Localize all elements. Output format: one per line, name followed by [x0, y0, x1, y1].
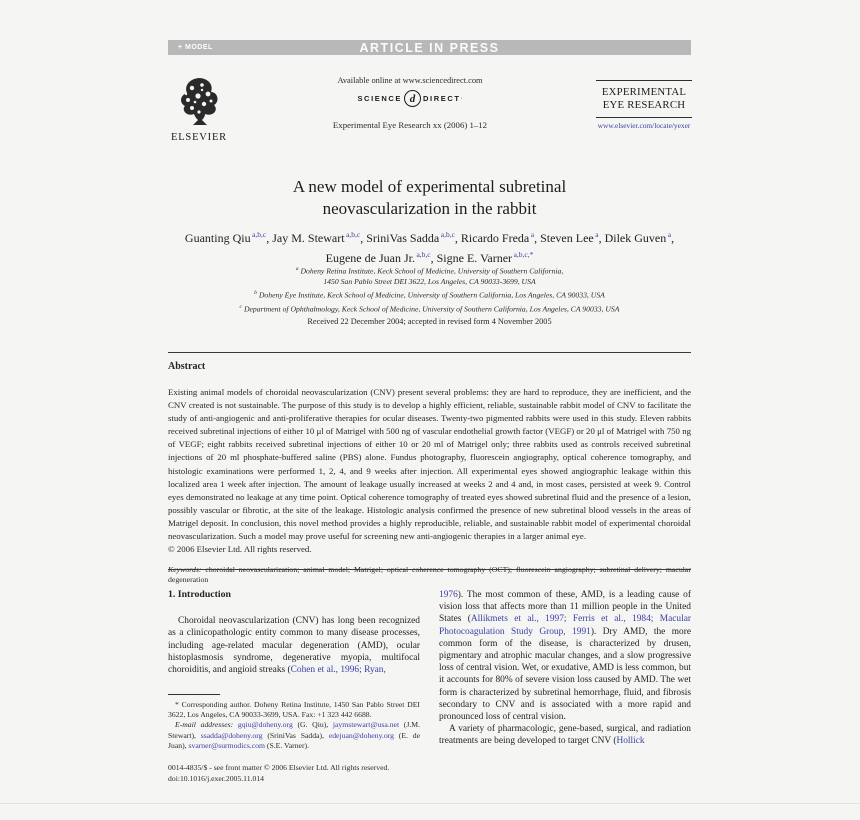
citation-link[interactable]: Hollick: [616, 736, 645, 747]
corresponding-author-footnote: [168, 694, 420, 751]
text-segment: (S.E. Varner).: [264, 740, 310, 750]
text-segment: (J.M. Stewart),: [168, 720, 420, 740]
author-affiliation-marker: a,b,c: [439, 230, 455, 239]
journal-masthead: [596, 80, 692, 130]
page-edge-line: [0, 803, 860, 804]
author-name: SriniVas Sadda: [366, 231, 440, 245]
email-link[interactable]: jaymstewart@usa.net: [332, 720, 400, 730]
abstract-text: Existing animal models of choroidal neovascularization (CNV) present several problems: they are hard to reproduce, they are inefficient, and the CNV created is not sustainable. The purpose of this study is to develop a highly efficient, reliable, sustainable rabbit model of CNV to facilitate the study of anti-angiogenic and anti-proliferative therapies for ocular diseases. Twenty-two pigmented rabbits were used in this study. Eleven rabbits received subretinal injections of either 10 μl of Matrigel with 500 ng of vascular endothelial growth factor (VEGF) or 20 μl of Matrigel with 750 ng of VEGF; eight rabbits received subretinal injections of either 10 or 20 ml of Matrigel only; three rabbits used as controls received subretinal injections of 20 ml phosphate-buffered saline (PBS) alone. Fundus photography, fluorescein angiography, optical coherence tomography, and histologic examinations were performed 1, 2, 4, and 9 weeks after injection. All experimental eyes showed angiographic leakage within this localized area 1 week after injection. The amount of leakage usually increased at weeks 2 and 4 and, in most cases, persisted at week 9. Control eyes demonstrated no leakage at any time point. Optical coherence tomography of treated eyes showed subretinal fluid and the presence of a lesion, possibly vascular or fibrotic, at the site of the leakage. Histologic analysis confirmed the presence of new subretinal blood vessels in the areas of Matrigel deposit. In conclusion, this novel method provides a highly reproducible, reliable, and sustainable rabbit model of experimental choroidal neovascularization. Such a model may prove useful for screening new anti-angiogenic therapies in a larger animal eye.: [168, 387, 691, 542]
email-link[interactable]: ssadda@doheny.org: [200, 730, 263, 740]
article-title-line2: neovascularization in the rabbit: [322, 198, 537, 218]
right-column: [439, 589, 691, 748]
affiliation-text: Doheny Retina Institute, Keck School of Medicine, University of Southern California,: [300, 266, 564, 276]
article-title: [168, 176, 691, 219]
affiliation-text: Department of Ophthalmology, Keck School of Medicine, University of Southern California, Los Angeles, CA 90033, USA: [243, 304, 620, 314]
sciencedirect-logo: [278, 90, 542, 107]
author-name: Signe E. Varner: [436, 250, 513, 265]
abstract-rule-bottom: [168, 569, 691, 570]
author-name: Steven Lee: [540, 231, 594, 245]
masthead-rule-top: [596, 80, 692, 81]
sciencedirect-suffix: ·: [460, 95, 463, 102]
author-affiliation-marker: a: [529, 230, 535, 239]
journal-name-line2: EYE RESEARCH: [602, 98, 686, 111]
available-online-text: Available online at www.sciencedirect.com: [337, 76, 483, 85]
author-affiliation-marker: a: [593, 230, 599, 239]
article-in-press-banner: [168, 40, 691, 55]
citation-link[interactable]: 1976: [439, 590, 458, 600]
header-center: [278, 76, 542, 130]
received-dates: Received 22 December 2004; accepted in revised form 4 November 2005: [307, 317, 552, 326]
author-name: Jay M. Stewart: [272, 231, 345, 245]
affiliation-text: Doheny Eye Institute, Keck School of Medicine, University of Southern California, Los Angeles, CA 90033, USA: [258, 290, 605, 300]
author-name: Dilek Guven: [604, 231, 667, 245]
author-affiliation-marker: a: [666, 230, 672, 239]
affiliation-marker: b: [254, 290, 257, 297]
text-segment: (SriniVas Sadda),: [262, 730, 329, 740]
text-segment: Choroidal neovascularization (CNV) has long been recognized as a clinicopathologic entity common to many disease processes, including age-related macular degeneration (AMD), ocular histoplasmosis syndrome, degenerative myopia, multifocal choroiditis, and angioid streaks (: [168, 616, 420, 676]
affiliation-marker: c: [239, 303, 243, 310]
abstract-rule-top: [168, 352, 691, 353]
email-link[interactable]: svarner@surmodics.com: [188, 740, 265, 750]
text-segment: (G. Qiu),: [292, 720, 333, 730]
text-segment: ). The most common of these, AMD, is a leading cause of vision loss that affects more than 11 million people in the United States (: [439, 590, 691, 625]
issn-copyright-line: 0014-4835/$ - see front matter © 2006 Elsevier Ltd. All rights reserved.: [168, 763, 390, 772]
sciencedirect-science-text: SCIENCE: [357, 94, 402, 103]
text-segment: (E. de Juan),: [168, 730, 420, 750]
email-link[interactable]: gqiu@doheny.org: [237, 720, 293, 730]
keywords-label: Keywords:: [168, 565, 202, 575]
copyright-line: © 2006 Elsevier Ltd. All rights reserved.: [168, 544, 312, 555]
affiliation-line: [168, 277, 691, 288]
text-segment: ). Dry AMD, the more common form of the disease, is characterized by drusen, pigmentary and atrophic macular changes, and a slow progressive loss of central vision. Wet, or exudative, AMD is less common, but it accounts for 80% of severe vision loss caused by AMD. The wet form is characterized by subretinal hemorrhage, fluid, and fibrosis secondary to CNV and is associated with a more rapid and pronounced loss of central vision.: [439, 626, 691, 723]
sciencedirect-circle-d-icon: d: [404, 90, 421, 107]
article-title-line1: A new model of experimental subretinal: [292, 177, 567, 196]
email-link[interactable]: edejuan@doheny.org: [328, 730, 394, 740]
affiliations: [168, 264, 691, 315]
elsevier-logo: [168, 76, 230, 143]
author-list: Guanting Qiu $^{a,b,c}$, Jay M. Stewart $^{a,b,c}$, SriniVas Sadda $^{a,b,c}$, Ricardo Freda $^a$, Steven Lee $^a$, Dilek Guven $^a$, Eugene de Juan Jr. $^{a,b,c}$, Signe E. Varner $^{a,b,c,*}$: [184, 230, 675, 265]
sciencedirect-direct-text: DIRECT: [423, 94, 461, 103]
section-heading-introduction: 1. Introduction: [168, 589, 231, 600]
footnote-divider: [168, 694, 220, 695]
elsevier-tree-icon: [174, 76, 224, 126]
affiliation-marker: a: [295, 266, 299, 272]
model-tag: + MODEL: [178, 44, 213, 51]
author-affiliation-marker: a,b,c,*: [512, 249, 534, 259]
intro-paragraph: [168, 615, 420, 676]
corresponding-author-text: * Corresponding author. Doheny Retina Institute, 1450 San Pablo Street DEI 3622, Los Angeles, CA 90033-3699, USA. Fax: +1 323 442 6688.: [168, 700, 420, 720]
journal-url-link[interactable]: www.elsevier.com/locate/yexer: [597, 121, 691, 130]
keywords-text: choroidal neovascularization; animal model; Matrigel; optical coherence tomography (OCT); fluorescein angiography; subretinal delivery; macular degeneration: [168, 565, 691, 585]
affiliation-line: [168, 264, 691, 277]
abstract-block: [168, 386, 691, 585]
author-affiliation-marker: a,b,c: [344, 230, 361, 239]
body-paragraph: [439, 589, 691, 723]
author-affiliation-marker: a,b,c: [414, 249, 431, 259]
citation-link[interactable]: Allikmets et al., 1997; Ferris et al., 1984; Macular Photocoagulation Study Group, 1991: [439, 614, 691, 637]
author-affiliation-marker: a,b,c: [250, 230, 267, 239]
affiliation-line: [168, 302, 691, 315]
journal-name-line1: EXPERIMENTAL: [601, 86, 687, 98]
body-paragraph: [439, 723, 691, 747]
abstract-heading: Abstract: [168, 361, 206, 372]
text-segment: A variety of pharmacologic, gene-based, surgical, and radiation treatments are being developed to target CNV (: [439, 724, 691, 747]
affiliation-text: 1450 San Pablo Street DEI 3622, Los Angeles, CA 90033-3699, USA: [323, 277, 536, 287]
affiliation-line: [168, 288, 691, 301]
author-name: Eugene de Juan Jr.: [325, 250, 415, 265]
text-segment: E-mail addresses:: [175, 720, 238, 730]
author-name: Guanting Qiu: [184, 231, 251, 245]
journal-name: [596, 86, 692, 111]
author-name: Ricardo Freda: [460, 231, 530, 245]
citation-link[interactable]: Cohen et al., 1996; Ryan,: [290, 665, 386, 676]
journal-citation-line: Experimental Eye Research xx (2006) 1–12: [332, 120, 488, 130]
elsevier-wordmark: ELSEVIER: [171, 132, 227, 143]
imprint-footer: [168, 763, 488, 784]
doi-line: doi:10.1016/j.exer.2005.11.014: [168, 773, 265, 783]
email-addresses-text: [168, 720, 420, 751]
masthead-rule-bottom: [596, 117, 692, 118]
banner-title: ARTICLE IN PRESS: [359, 41, 500, 55]
